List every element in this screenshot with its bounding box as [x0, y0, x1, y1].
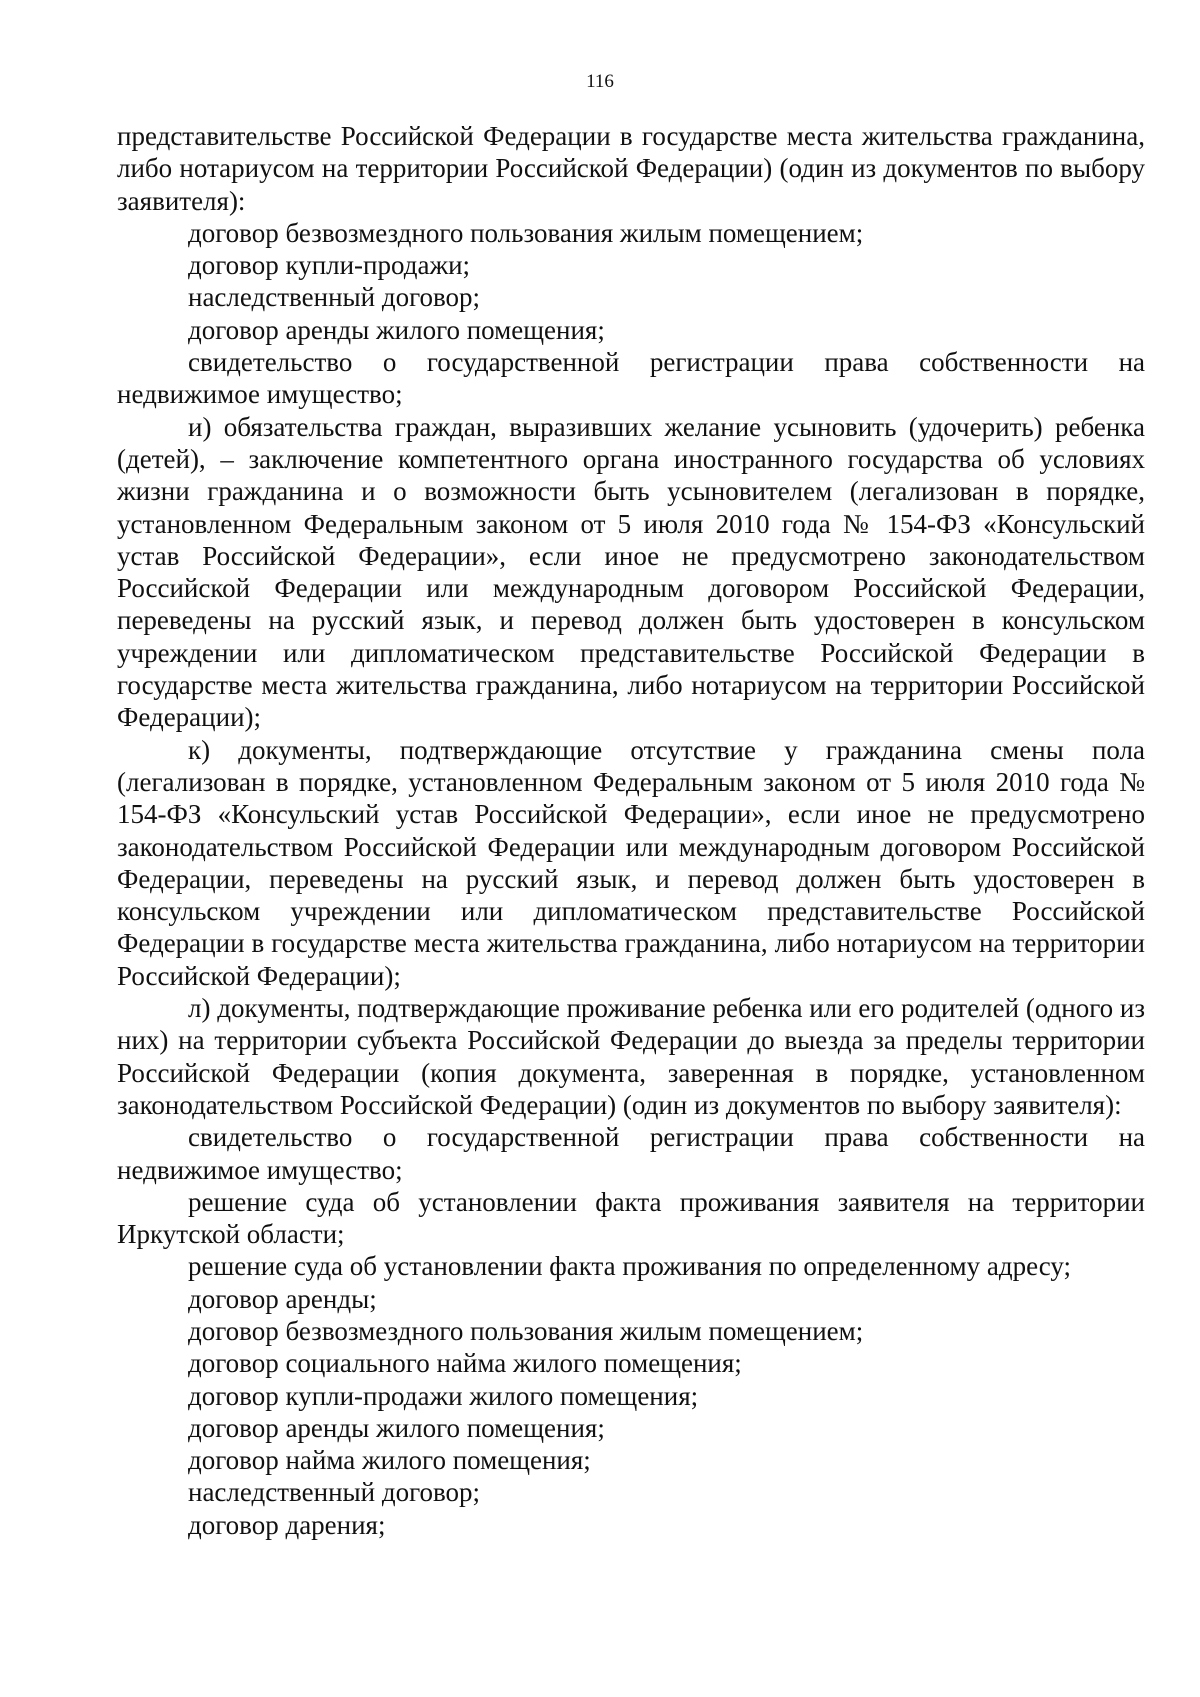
list-item: договор дарения;: [188, 1509, 386, 1540]
list-item: договор аренды жилого помещения;: [188, 314, 605, 345]
list-item: наследственный договор;: [188, 1477, 481, 1508]
paragraph: представительстве Российской Федерации в государстве места жительства гражданина, либо нотариусом на территории Российской Федерации) (один из документов по выбору заявителя):: [117, 121, 1145, 216]
list-item: договор безвозмездного пользования жилым помещением;: [188, 217, 864, 248]
paragraph-item-i: и) обязательства граждан, выразивших желание усыновить (удочерить) ребенка (детей), – заключение компетентного органа иностранного государства об условиях жизни гражданина и о возможности быть усыновителем (легализован в порядке, установленном Федеральным законом от 5 июля 2010 года № 154-ФЗ «Консульский устав Российской Федерации», если иное не предусмотрено законодательством Российской Федерации или международным договором Российской Федерации, переведены на русский язык, и перевод должен быть удостоверен в консульском учреждении или дипломатическом представительстве Российской Федерации в государстве места жительства гражданина, либо нотариусом на территории Российской Федерации);: [117, 411, 1145, 733]
list-item: договор безвозмездного пользования жилым помещением;: [188, 1315, 864, 1346]
list-item: свидетельство о государственной регистрации права собственности на недвижимое имущество;: [117, 1122, 1145, 1185]
list-item: договор аренды;: [188, 1283, 377, 1314]
paragraph-item-l: л) документы, подтверждающие проживание ребенка или его родителей (одного из них) на территории субъекта Российской Федерации до выезда за пределы территории Российской Федерации (копия документа, заверенная в порядке, установленном законодательством Российской Федерации) (один из документов по выбору заявителя):: [117, 993, 1145, 1120]
list-item: договор найма жилого помещения;: [188, 1445, 591, 1476]
list-item: договор аренды жилого помещения;: [188, 1412, 605, 1443]
list-item: наследственный договор;: [188, 282, 481, 313]
page-number: 116: [586, 71, 614, 92]
list-item: договор социального найма жилого помещения;: [188, 1348, 742, 1379]
paragraph-item-k: к) документы, подтверждающие отсутствие у гражданина смены пола (легализован в порядке, установленном Федеральным законом от 5 июля 2010 года № 154-ФЗ «Консульский устав Российской Федерации», если иное не предусмотрено законодательством Российской Федерации или международным договором Российской Федерации, переведены на русский язык, и перевод должен быть удостоверен в консульском учреждении или дипломатическом представительстве Российской Федерации в государстве места жительства гражданина, либо нотариусом на территории Российской Федерации);: [117, 734, 1145, 991]
list-item: договор купли-продажи жилого помещения;: [188, 1380, 699, 1411]
list-item: решение суда об установлении факта проживания по определенному адресу;: [188, 1251, 1072, 1282]
list-item: свидетельство о государственной регистрации права собственности на недвижимое имущество;: [117, 347, 1145, 410]
list-item: решение суда об установлении факта проживания заявителя на территории Иркутской области;: [117, 1186, 1145, 1250]
list-item: договор купли-продажи;: [188, 250, 471, 281]
document-body: [117, 120, 1145, 1541]
